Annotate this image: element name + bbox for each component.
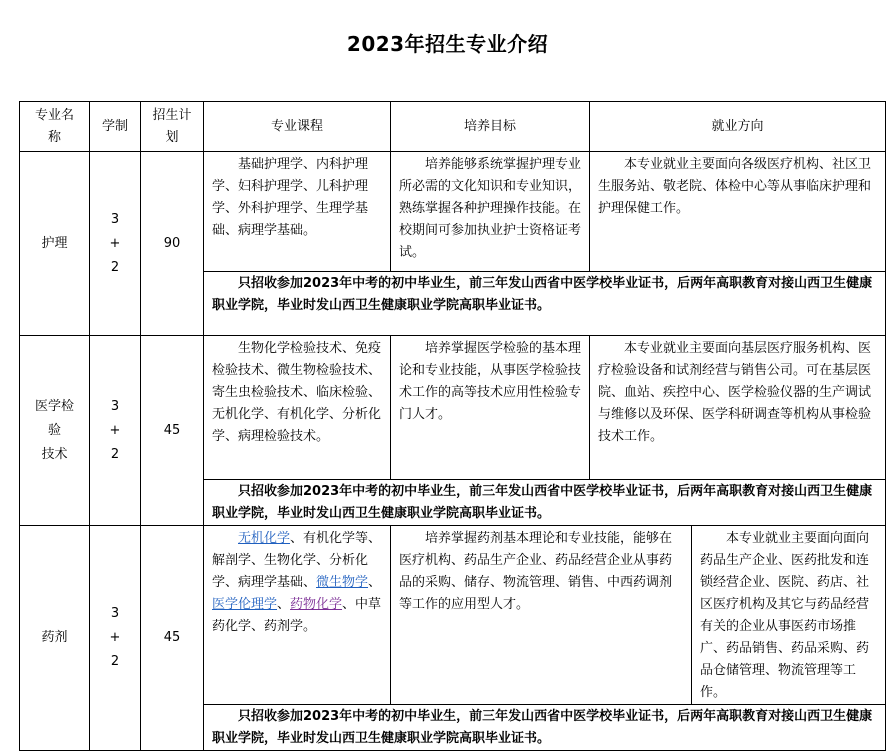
table-header-row [20,102,886,152]
major-goal: 培养能够系统掌握护理专业所必需的文化知识和专业知识，熟练掌握各种护理操作技能。在校期间可参加执业护士资格证考试。 [391,152,590,272]
major-career: 本专业就业主要面向基层医疗服务机构、医疗检验设备和试剂经营与销售公司。可在基层医院、血站、疾控中心、医学检验仪器的生产调试与维修以及环保、医学科研调查等机构从事检验技术工作。 [590,336,886,480]
link-pharmaceutical-chemistry[interactable]: 药物化学 [290,597,343,612]
major-courses: 生物化学检验技术、免疫检验技术、微生物检验技术、寄生虫检验技术、临床检验、无机化学、有机化学、分析化学、病理检验技术。 [204,336,391,480]
major-plan: 90 [141,152,204,336]
admission-note: 只招收参加2023年中考的初中毕业生，前三年发山西省中医学校毕业证书，后两年高职教育对接山西卫生健康职业学院，毕业时发山西卫生健康职业学院高职毕业证书。 [204,480,886,526]
header-goal: 培养目标 [391,102,590,152]
major-goal: 培养掌握医学检验的基本理论和专业技能，从事医学检验技术工作的高等技术应用性检验专门人才。 [391,336,590,480]
header-plan: 招生计 划 [141,102,204,152]
link-medical-ethics[interactable]: 医学伦理学 [212,597,278,612]
major-courses: 基础护理学、内科护理学、妇科护理学、儿科护理学、外科护理学、生理学基础、病理学基础。 [204,152,391,272]
header-courses: 专业课程 [204,102,391,152]
major-goal: 培养掌握药剂基本理论和专业技能，能够在医疗机构、药品生产企业、药品经营企业从事药品的采购、储存、物流管理、销售、中西药调剂等工作的应用型人才。 [391,526,692,705]
header-duration: 学制 [90,102,141,152]
major-name: 药剂 [20,526,90,751]
header-career: 就业方向 [590,102,886,152]
major-name: 医学检 验 技术 [20,336,90,526]
page-title: 2023年招生专业介绍 [346,32,549,56]
admission-note: 只招收参加2023年中考的初中毕业生，前三年发山西省中医学校毕业证书，后两年高职教育对接山西卫生健康职业学院，毕业时发山西卫生健康职业学院高职毕业证书。 [204,272,886,336]
major-plan: 45 [141,336,204,526]
major-duration: 3 + 2 [90,152,141,336]
major-name: 护理 [20,152,90,336]
table-row [20,526,886,705]
major-plan: 45 [141,526,204,751]
major-duration: 3 + 2 [90,526,141,751]
link-microbiology[interactable]: 微生物学 [316,575,369,590]
major-career: 本专业就业主要面向各级医疗机构、社区卫生服务站、敬老院、体检中心等从事临床护理和护理保健工作。 [590,152,886,272]
admission-note: 只招收参加2023年中考的初中毕业生，前三年发山西省中医学校毕业证书，后两年高职教育对接山西卫生健康职业学院，毕业时发山西卫生健康职业学院高职毕业证书。 [204,705,886,751]
major-duration: 3 + 2 [90,336,141,526]
major-career: 本专业就业主要面向面向药品生产企业、医药批发和连锁经营企业、医院、药店、社区医疗机构及其它与药品经营有关的企业从事医药市场推广、药品销售、药品采购、药品仓储管理、物流管理等工作。 [692,526,886,705]
link-inorganic-chemistry[interactable]: 无机化学 [238,531,291,546]
majors-table [19,101,886,751]
table-row [20,336,886,480]
major-courses: 无机化学、有机化学等、解剖学、生物化学、分析化学、病理学基础、微生物学、医学伦理学、药物化学、中草药化学、药剂学。 [204,526,391,705]
table-row [20,152,886,272]
header-name: 专业名 称 [20,102,90,152]
